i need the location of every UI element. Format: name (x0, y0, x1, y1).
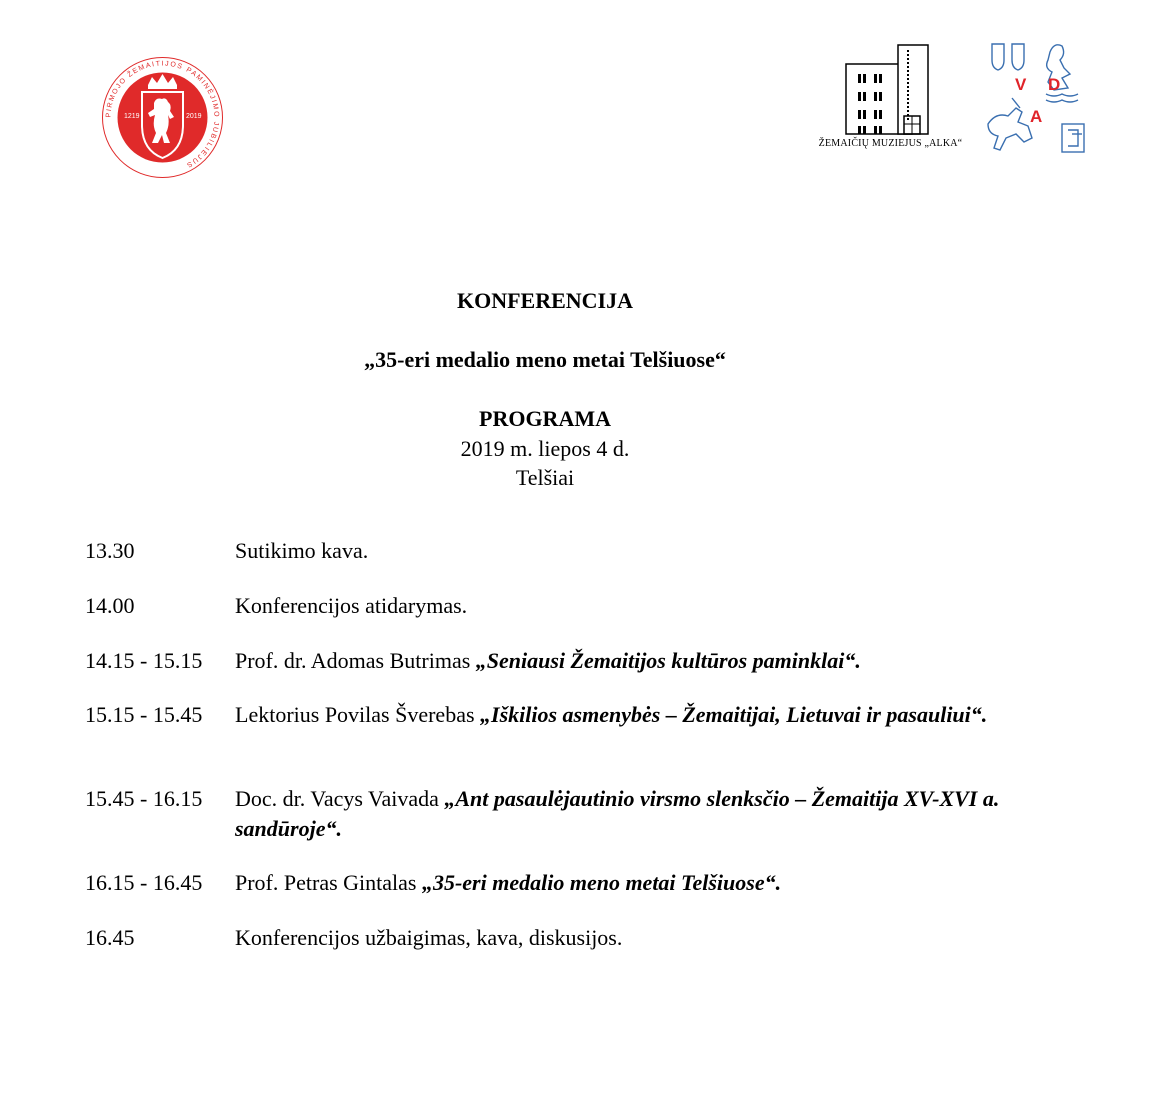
schedule-time: 13.30 (85, 538, 135, 563)
schedule-time: 14.00 (85, 593, 135, 618)
schedule-description (235, 784, 1035, 844)
talk-title: „35-eri medalio meno metai Telšiuose“. (421, 870, 782, 895)
schedule-description (235, 923, 1035, 953)
talk-title: „Seniausi Žemaitijos kultūros paminklai“. (475, 648, 861, 673)
schedule-description (235, 646, 1035, 676)
vda-letter-v: V (1015, 75, 1027, 94)
schedule-text: Konferencijos užbaigimas, kava, diskusijos. (235, 925, 623, 950)
schedule-text: Sutikimo kava. (235, 538, 369, 563)
speaker-name: Lektorius Povilas Šverebas (235, 702, 481, 727)
speaker-name: Prof. dr. Adomas Butrimas (235, 648, 476, 673)
conference-title: „35-eri medalio meno metai Telšiuose“ (364, 347, 726, 372)
talk-title: „Iškilios asmenybės – Žemaitijai, Lietuvai ir pasauliui“. (480, 702, 988, 727)
vda-letter-a: A (1030, 107, 1043, 126)
speaker-name: Prof. Petras Gintalas (235, 870, 422, 895)
schedule-description (235, 536, 1035, 566)
schedule-time: 14.15 - 15.15 (85, 648, 203, 673)
seal-icon (100, 55, 225, 180)
schedule-description (235, 868, 1035, 898)
program-date: 2019 m. liepos 4 d. (460, 436, 630, 461)
program-place: Telšiai (515, 465, 575, 490)
seal-year-left: 1219 (124, 113, 140, 120)
museum-building-icon (808, 42, 973, 137)
schedule-time: 16.15 - 16.45 (85, 870, 203, 895)
vda-letter-d: D (1048, 75, 1061, 94)
zemaitija-jubilee-seal-logo (100, 55, 225, 180)
vda-emblem-icon (982, 38, 1097, 158)
speaker-name: Doc. dr. Vacys Vaivada (235, 786, 445, 811)
vda-logo (982, 38, 1097, 158)
schedule-description (235, 591, 1035, 621)
seal-year-right: 2019 (186, 113, 202, 120)
schedule-time: 15.15 - 15.45 (85, 702, 203, 727)
seal-ring-text: PIRMOJO ŽEMAITIJOS PAMINĖJIMO JUBILIEJUS (105, 60, 220, 169)
conference-label: KONFERENCIJA (456, 288, 633, 313)
schedule-time: 16.45 (85, 925, 135, 950)
schedule-text: Konferencijos atidarymas. (235, 593, 468, 618)
schedule-description (235, 700, 1035, 730)
museum-alka-logo (808, 42, 973, 157)
program-label: PROGRAMA (479, 406, 611, 431)
museum-caption: ŽEMAIČIŲ MUZIEJUS „ALKA“ (818, 138, 963, 149)
schedule-time: 15.45 - 16.15 (85, 786, 203, 811)
talk-title: „Ant pasaulėjautinio virsmo slenksčio – Žemaitija XV-XVI a. sandūroje“. (235, 786, 1000, 841)
